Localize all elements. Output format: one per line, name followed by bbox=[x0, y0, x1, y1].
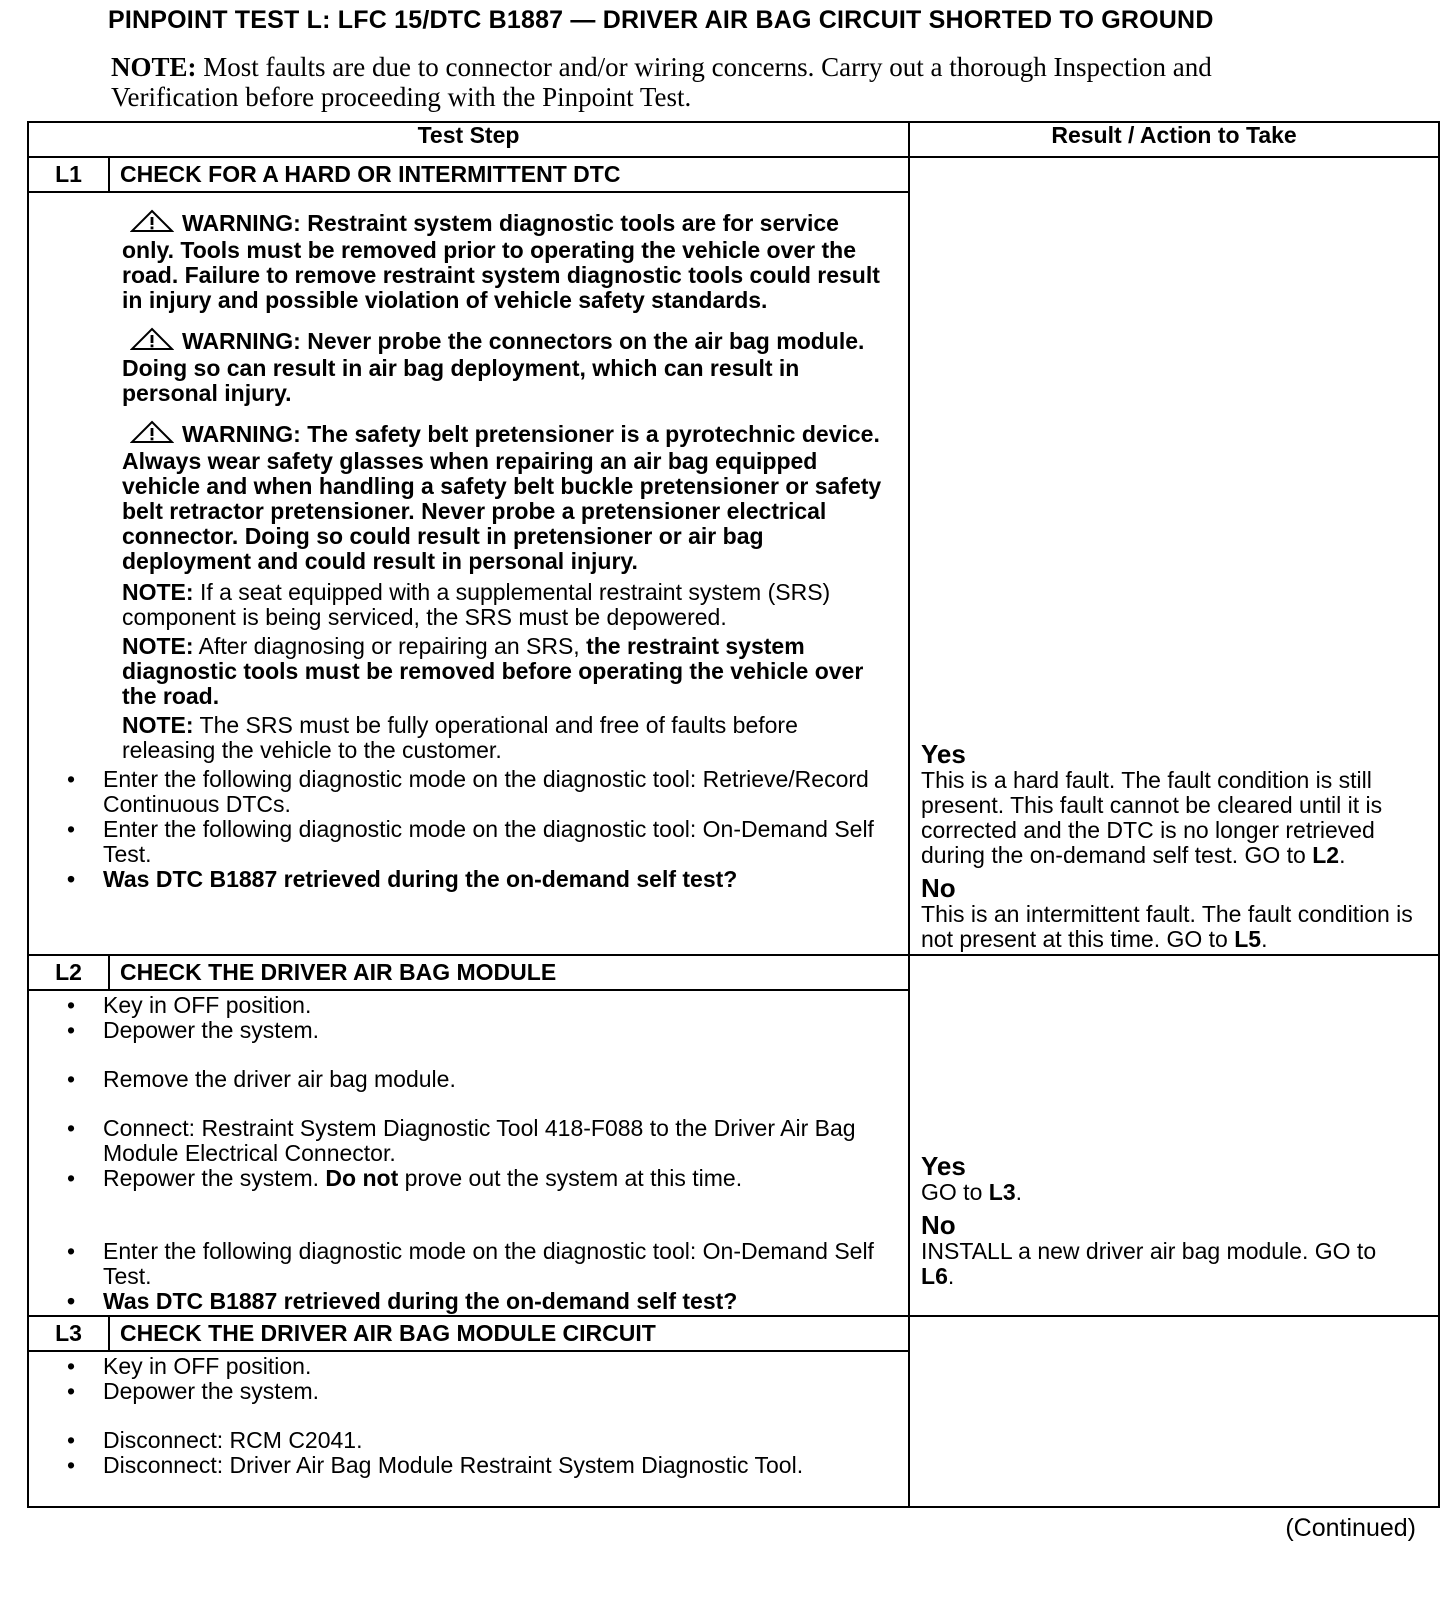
result-l1 bbox=[909, 157, 1439, 955]
result-l1-yes-goto: L2 bbox=[1312, 842, 1340, 868]
note-2-bold: the restraint system diagnostic tools must be removed before operating the vehicle over the road. bbox=[122, 633, 864, 709]
header-test-step: Test Step bbox=[28, 122, 909, 157]
step-title-l2: CHECK THE DRIVER AIR BAG MODULE bbox=[109, 955, 909, 990]
list-item bbox=[66, 1166, 886, 1191]
result-l2-yes-text: GO to L3. bbox=[921, 1179, 1022, 1205]
step-row-l2 bbox=[28, 955, 1439, 990]
step-id-l1: L1 bbox=[28, 157, 109, 192]
result-l2-no-body: INSTALL a new driver air bag module. GO to bbox=[921, 1238, 1377, 1264]
step-row-l1 bbox=[28, 157, 1439, 192]
note-2 bbox=[122, 634, 886, 709]
warning-1 bbox=[122, 209, 886, 313]
list-item: • Was DTC B1887 retrieved during the on-demand self test? bbox=[66, 867, 886, 892]
warning-2 bbox=[122, 327, 886, 406]
list-item: • Enter the following diagnostic mode on the diagnostic tool: On-Demand Self Test. bbox=[66, 1239, 886, 1289]
list-item: • Enter the following diagnostic mode on the diagnostic tool: Retrieve/Record Continuous DTCs. bbox=[66, 767, 886, 817]
step-id-l2: L2 bbox=[28, 955, 109, 990]
step-body-l2 bbox=[28, 990, 909, 1316]
warning-2-text: WARNING: Never probe the connectors on the air bag module. Doing so can result in air bag deployment, which can result in personal injury. bbox=[122, 328, 865, 406]
note-3-label: NOTE: bbox=[122, 712, 194, 738]
step-list-l2 bbox=[66, 993, 886, 1314]
warning-triangle-icon bbox=[130, 209, 174, 238]
note-2-label: NOTE: bbox=[122, 633, 194, 659]
list-item: • Depower the system. bbox=[66, 1379, 886, 1404]
table-header-row bbox=[28, 122, 1439, 157]
result-l2-no-label: No bbox=[921, 1210, 956, 1240]
note-1-text: If a seat equipped with a supplemental restraint system (SRS) component is being serviced, the SRS must be depowered. bbox=[122, 579, 831, 630]
step-title-l1: CHECK FOR A HARD OR INTERMITTENT DTC bbox=[109, 157, 909, 192]
step-body-l1 bbox=[28, 192, 909, 955]
note-1 bbox=[122, 580, 886, 630]
list-item: • Remove the driver air bag module. bbox=[66, 1067, 886, 1092]
repower-text: Repower the system. bbox=[103, 1165, 326, 1191]
result-l1-no-goto: L5 bbox=[1234, 926, 1262, 952]
note-1-label: NOTE: bbox=[122, 579, 194, 605]
list-item: • Key in OFF position. bbox=[66, 993, 886, 1018]
continued-label: (Continued) bbox=[1285, 1514, 1416, 1542]
result-l1-no-label: No bbox=[921, 873, 956, 903]
repower-tail: prove out the system at this time. bbox=[398, 1165, 743, 1191]
result-l3 bbox=[909, 1316, 1439, 1507]
result-l1-no-text: This is an intermittent fault. The fault condition is not present at this time. GO to L5. bbox=[921, 901, 1413, 952]
result-l2 bbox=[909, 955, 1439, 1316]
page-title: PINPOINT TEST L: LFC 15/DTC B1887 — DRIVER AIR BAG CIRCUIT SHORTED TO GROUND bbox=[108, 6, 1214, 34]
warning-3 bbox=[122, 420, 886, 574]
list-item: • Connect: Restraint System Diagnostic Tool 418-F088 to the Driver Air Bag Module Electrical Connector. bbox=[66, 1116, 886, 1166]
step-body-l3 bbox=[28, 1351, 909, 1507]
result-l1-yes-body: This is a hard fault. The fault condition is still present. This fault cannot be cleared until it is corrected and the DTC is no longer retrieved during the on-demand self test. GO to bbox=[921, 767, 1383, 868]
result-l2-yes-label: Yes bbox=[921, 1151, 966, 1181]
note-3 bbox=[122, 713, 886, 763]
note-2-text: After diagnosing or repairing an SRS, bbox=[193, 633, 587, 659]
list-item: • Was DTC B1887 retrieved during the on-demand self test? bbox=[66, 1289, 886, 1314]
warning-triangle-icon bbox=[130, 327, 174, 356]
list-item: • Disconnect: RCM C2041. bbox=[66, 1428, 886, 1453]
note-3-text: The SRS must be fully operational and free of faults before releasing the vehicle to the customer. bbox=[122, 712, 798, 763]
list-item: • Enter the following diagnostic mode on the diagnostic tool: On-Demand Self Test. bbox=[66, 817, 886, 867]
warning-3-text: WARNING: The safety belt pretensioner is a pyrotechnic device. Always wear safety glasses when repairing an air bag equipped vehicle and when handling a safety belt buckle pretensioner or safety belt retractor pretensioner. Never probe a pretensioner electrical connector. Doing so could result in pretensioner or air bag deployment and could result in personal injury. bbox=[122, 421, 882, 574]
repower-bold: Do not bbox=[325, 1165, 399, 1191]
result-l2-yes-goto: L3 bbox=[988, 1179, 1016, 1205]
result-l2-no-text: INSTALL a new driver air bag module. GO to L6. bbox=[921, 1238, 1377, 1289]
step-row-l3 bbox=[28, 1316, 1439, 1351]
result-l1-yes-label: Yes bbox=[921, 739, 966, 769]
header-result: Result / Action to Take bbox=[909, 122, 1439, 157]
intro-note-label: NOTE: bbox=[111, 52, 197, 82]
step-list-l1 bbox=[66, 767, 886, 892]
result-l2-yes-body: GO to bbox=[921, 1179, 989, 1205]
warning-1-text: WARNING: Restraint system diagnostic tools are for service only. Tools must be removed prior to operating the vehicle over the road. Failure to remove restraint system diagnostic tools could result in injury and possible violation of vehicle safety standards. bbox=[122, 210, 880, 313]
list-item: • Depower the system. bbox=[66, 1018, 886, 1043]
intro-note bbox=[111, 52, 1311, 112]
result-l1-yes-text: This is a hard fault. The fault condition is still present. This fault cannot be cleared until it is corrected and the DTC is no longer retrieved during the on-demand self test. GO to L2. bbox=[921, 767, 1383, 868]
list-item: • Disconnect: Driver Air Bag Module Restraint System Diagnostic Tool. bbox=[66, 1453, 886, 1478]
step-id-l3: L3 bbox=[28, 1316, 109, 1351]
list-item: • Key in OFF position. bbox=[66, 1354, 886, 1379]
step-title-l3: CHECK THE DRIVER AIR BAG MODULE CIRCUIT bbox=[109, 1316, 909, 1351]
intro-note-text: Most faults are due to connector and/or wiring concerns. Carry out a thorough Inspection and Verification before proceeding with the Pinpoint Test. bbox=[111, 52, 1212, 112]
result-l1-no-body: This is an intermittent fault. The fault condition is not present at this time. GO to bbox=[921, 901, 1413, 952]
step-list-l3 bbox=[66, 1354, 886, 1478]
warning-triangle-icon bbox=[130, 420, 174, 449]
pinpoint-test-table bbox=[27, 121, 1440, 1508]
result-l2-no-goto: L6 bbox=[921, 1263, 948, 1289]
